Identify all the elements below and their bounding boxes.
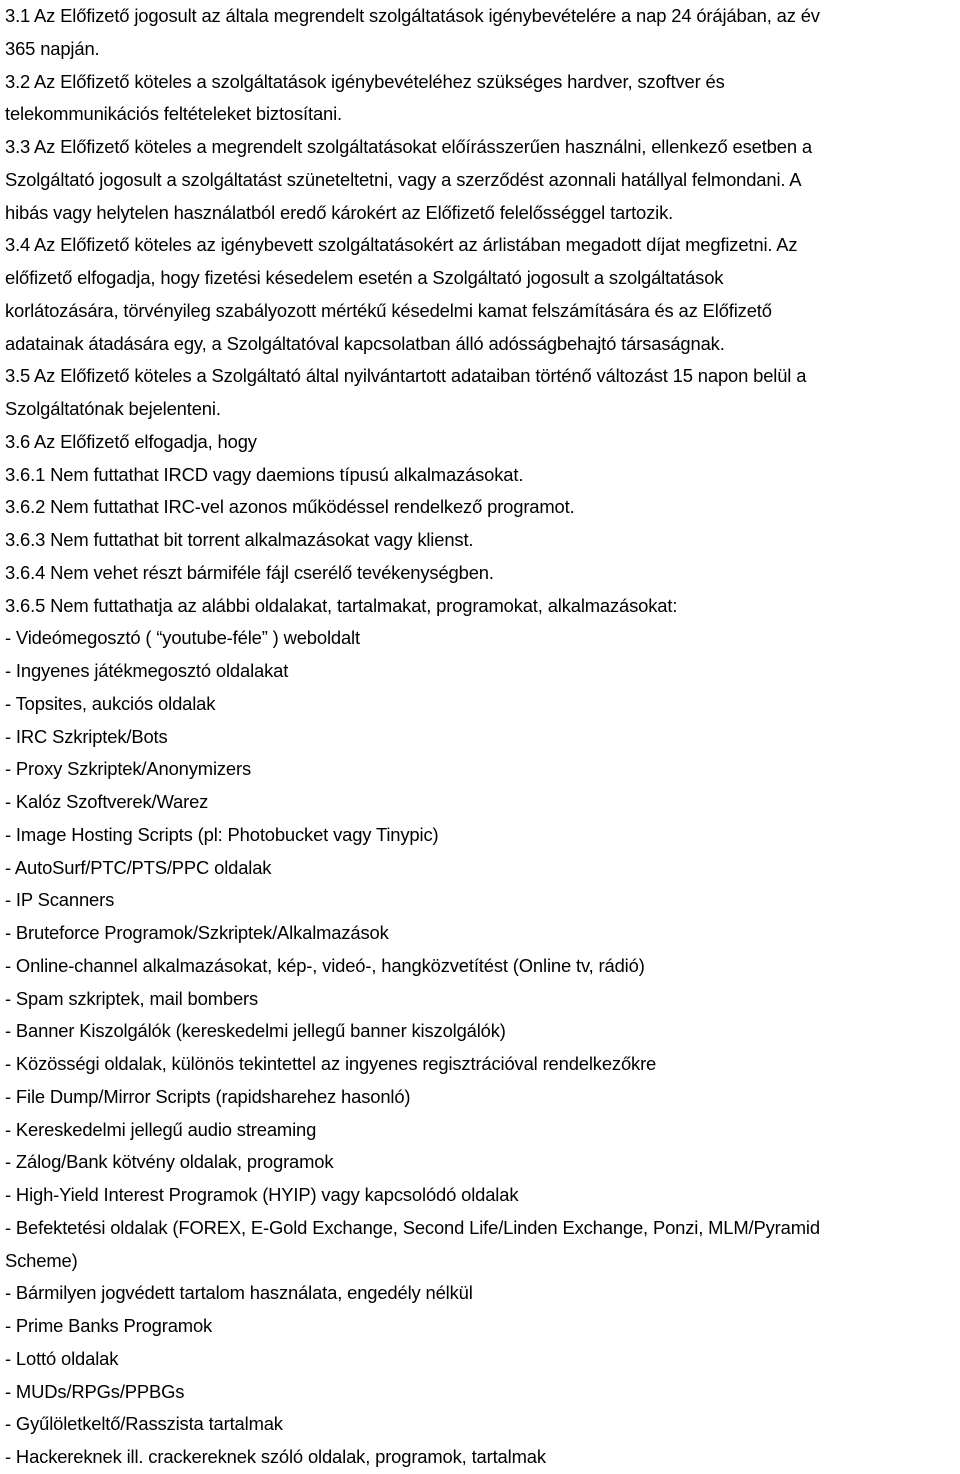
list-item: - Spam szkriptek, mail bombers: [5, 987, 259, 1009]
text-line: Szolgáltató jogosult a szolgáltatást szüneteltetni, vagy a szerződést azonnali hatállyal felmondani. A: [5, 168, 802, 190]
list-item: - Bármilyen jogvédett tartalom használata, engedély nélkül: [5, 1282, 473, 1304]
text-line: adatainak átadására egy, a Szolgáltatóval kapcsolatban álló adósságbehajtó társaságnak.: [5, 332, 725, 354]
text-line: 3.2 Az Előfizető köteles a szolgáltatások igénybevételéhez szükséges hardver, szoftver és: [5, 70, 725, 92]
text-line: 3.6.2 Nem futtathat IRC-vel azonos működéssel rendelkező programot.: [5, 496, 575, 518]
list-item: - IRC Szkriptek/Bots: [5, 725, 168, 747]
list-item: - Befektetési oldalak (FOREX, E-Gold Exchange, Second Life/Linden Exchange, Ponzi, MLM/Pyramid: [5, 1216, 820, 1238]
text-line: korlátozására, törvényileg szabályozott mértékű késedelmi kamat felszámítására és az Előfizető: [5, 299, 772, 321]
text-line: Szolgáltatónak bejelenteni.: [5, 398, 221, 419]
list-item: - Videómegosztó ( “youtube-féle” ) weboldalt: [5, 627, 360, 649]
list-item: - High-Yield Interest Programok (HYIP) vagy kapcsolódó oldalak: [5, 1184, 519, 1205]
list-item: - Hackereknek ill. crackereknek szóló oldalak, programok, tartalmak: [5, 1446, 546, 1467]
list-item: - Bruteforce Programok/Szkriptek/Alkalmazások: [5, 922, 389, 943]
list-item: - Image Hosting Scripts (pl: Photobucket vagy Tinypic): [5, 823, 439, 845]
list-item: - Kereskedelmi jellegű audio streaming: [5, 1118, 317, 1140]
text-line: 3.6.1 Nem futtathat IRCD vagy daemions típusú alkalmazásokat.: [5, 463, 524, 485]
list-item: - File Dump/Mirror Scripts (rapidsharehez hasonló): [5, 1085, 411, 1107]
text-line: 3.4 Az Előfizető köteles az igénybevett szolgáltatásokért az árlistában megadott díjat megfizetni. Az: [5, 234, 798, 256]
list-item: - Közösségi oldalak, különös tekintettel az ingyenes regisztrációval rendelkezőkre: [5, 1053, 657, 1074]
list-item: - Lottó oldalak: [5, 1347, 119, 1369]
list-item: - Banner Kiszolgálók (kereskedelmi jellegű banner kiszolgálók): [5, 1020, 506, 1042]
text-line: 3.3 Az Előfizető köteles a megrendelt szolgáltatásokat előírásszerűen használni, ellenkező esetben a: [5, 136, 812, 157]
list-item: - Proxy Szkriptek/Anonymizers: [5, 758, 252, 780]
list-item: - Kalóz Szoftverek/Warez: [5, 791, 209, 812]
list-item: - AutoSurf/PTC/PTS/PPC oldalak: [5, 856, 272, 878]
list-item: - Zálog/Bank kötvény oldalak, programok: [5, 1151, 334, 1173]
list-item: Scheme): [5, 1249, 78, 1271]
list-item: - Prime Banks Programok: [5, 1315, 213, 1336]
list-item: - Online-channel alkalmazásokat, kép-, videó-, hangközvetítést (Online tv, rádió): [5, 954, 645, 976]
text-line: 3.5 Az Előfizető köteles a Szolgáltató által nyilvántartott adataiban történő változást 15 napon belül a: [5, 365, 807, 387]
text-line: 3.1 Az Előfizető jogosult az általa megrendelt szolgáltatások igénybevételére a nap 24 órájában, az év: [5, 5, 820, 26]
text-line: telekommunikációs feltételeket biztosítani.: [5, 103, 343, 125]
list-item: - Topsites, aukciós oldalak: [5, 692, 216, 714]
list-item: - Gyűlöletkeltő/Rasszista tartalmak: [5, 1413, 283, 1435]
text-line: 365 napján.: [5, 37, 100, 59]
list-item: - IP Scanners: [5, 889, 115, 911]
text-line: hibás vagy helytelen használatból eredő károkért az Előfizető felelősséggel tartozik.: [5, 201, 674, 223]
text-line: 3.6.3 Nem futtathat bit torrent alkalmazásokat vagy klienst.: [5, 529, 474, 550]
list-item: - MUDs/RPGs/PPBGs: [5, 1380, 185, 1402]
list-item: - Ingyenes játékmegosztó oldalakat: [5, 660, 289, 681]
text-line: 3.6.4 Nem vehet részt bármiféle fájl cserélő tevékenységben.: [5, 561, 494, 583]
text-line: 3.6 Az Előfizető elfogadja, hogy: [5, 430, 257, 452]
text-line: előfizető elfogadja, hogy fizetési késedelem esetén a Szolgáltató jogosult a szolgáltatások: [5, 267, 724, 288]
text-line: 3.6.5 Nem futtathatja az alábbi oldalakat, tartalmakat, programokat, alkalmazásokat:: [5, 594, 678, 616]
